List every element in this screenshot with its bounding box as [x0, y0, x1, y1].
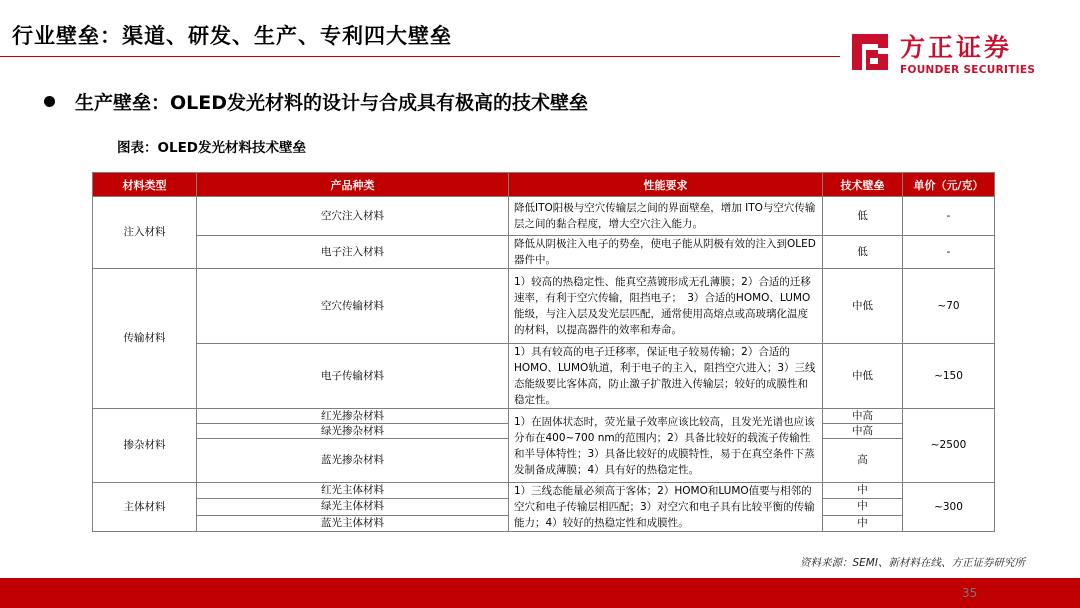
logo-text-en: FOUNDER SECURITIES — [900, 64, 1036, 76]
requirement-cell: 1）三线态能量必须高于客体；2）HOMO和LUMO值要与相邻的空穴和电子传输层相匹配；3）对空穴和电子具有比较平衡的传输能力；4）较好的热稳定性和成膜性。 — [509, 483, 823, 532]
product-cell: 红光主体材料 — [197, 483, 509, 499]
company-logo — [848, 26, 1048, 82]
barrier-cell: 中 — [823, 483, 903, 499]
price-cell: ~70 — [903, 269, 995, 344]
figure-title: 图表：OLED发光材料技术壁垒 — [117, 140, 307, 156]
table-row — [93, 269, 995, 344]
requirement-cell: 1）在固体状态时，荧光量子效率应该比较高，且发光光谱也应该分布在400~700 nm的范围内；2）具备比较好的载流子传输性和半导体特性；3）具备比较好的成膜特性，易于在真空条件下蒸发制备成薄膜；4）具有好的热稳定性。 — [509, 409, 823, 483]
requirement-cell: 降低ITO阳极与空穴传输层之间的界面壁垒，增加 ITO与空穴传输层之间的黏合程度，增大空穴注入能力。 — [509, 197, 823, 236]
bullet-text: 生产壁垒：OLED发光材料的设计与合成具有极高的技术壁垒 — [75, 92, 589, 114]
requirement-cell: 降低从阴极注入电子的势垒，使电子能从阴极有效的注入到OLED器件中。 — [509, 236, 823, 269]
product-cell: 红光掺杂材料 — [197, 409, 509, 424]
column-header: 单价（元/克） — [903, 173, 995, 197]
column-header: 技术壁垒 — [823, 173, 903, 197]
barrier-cell: 中 — [823, 499, 903, 515]
product-cell: 蓝光主体材料 — [197, 515, 509, 531]
product-cell: 绿光主体材料 — [197, 499, 509, 515]
product-cell: 绿光掺杂材料 — [197, 424, 509, 439]
price-cell: - — [903, 197, 995, 236]
page-title: 行业壁垒：渠道、研发、生产、专利四大壁垒 — [12, 24, 452, 48]
column-header: 性能要求 — [509, 173, 823, 197]
bullet-point — [44, 88, 588, 115]
material-type-cell: 掺杂材料 — [93, 409, 197, 483]
barrier-cell: 低 — [823, 197, 903, 236]
barrier-cell: 低 — [823, 236, 903, 269]
price-cell: ~150 — [903, 344, 995, 409]
barrier-cell: 中低 — [823, 269, 903, 344]
tech-barrier-table — [92, 172, 995, 532]
page-number: 35 — [962, 586, 978, 600]
table-row — [93, 197, 995, 236]
material-type-cell: 传输材料 — [93, 269, 197, 409]
barrier-cell: 中低 — [823, 344, 903, 409]
product-cell: 蓝光掺杂材料 — [197, 439, 509, 483]
logo-text-cn: 方正证券 — [900, 33, 1013, 62]
footer-bar — [0, 578, 1080, 608]
title-divider — [0, 56, 840, 57]
material-type-cell: 注入材料 — [93, 197, 197, 269]
product-cell: 空穴注入材料 — [197, 197, 509, 236]
material-type-cell: 主体材料 — [93, 483, 197, 532]
requirement-cell: 1）具有较高的电子迁移率，保证电子较易传输；2）合适的HOMO、LUMO轨道，利于电子的主入，阻挡空穴进入；3）三线态能级要比客体高，防止激子扩散进入传输层；较好的成膜性和稳定性。 — [509, 344, 823, 409]
product-cell: 空穴传输材料 — [197, 269, 509, 344]
table-row — [93, 409, 995, 424]
table-row — [93, 483, 995, 499]
founder-logo-icon — [848, 30, 892, 74]
price-cell: ~2500 — [903, 409, 995, 483]
table-header-row — [93, 173, 995, 197]
column-header: 材料类型 — [93, 173, 197, 197]
product-cell: 电子传输材料 — [197, 344, 509, 409]
price-cell: - — [903, 236, 995, 269]
requirement-cell: 1）较高的热稳定性、能真空蒸镀形成无孔薄膜；2）合适的迁移速率，有利于空穴传输，阻挡电子； 3）合适的HOMO、LUMO能级，与注入层及发光层匹配，通常使用高熔点或高玻璃化温度的材料，以提高器件的效率和寿命。 — [509, 269, 823, 344]
source-note: 资料来源：SEMI、新材料在线、方正证券研究所 — [800, 557, 1025, 569]
barrier-cell: 高 — [823, 439, 903, 483]
price-cell: ~300 — [903, 483, 995, 532]
bullet-dot-icon — [44, 96, 55, 107]
column-header: 产品种类 — [197, 173, 509, 197]
barrier-cell: 中 — [823, 515, 903, 531]
barrier-cell: 中高 — [823, 409, 903, 424]
product-cell: 电子注入材料 — [197, 236, 509, 269]
table-row — [93, 344, 995, 409]
barrier-cell: 中高 — [823, 424, 903, 439]
table-row — [93, 236, 995, 269]
